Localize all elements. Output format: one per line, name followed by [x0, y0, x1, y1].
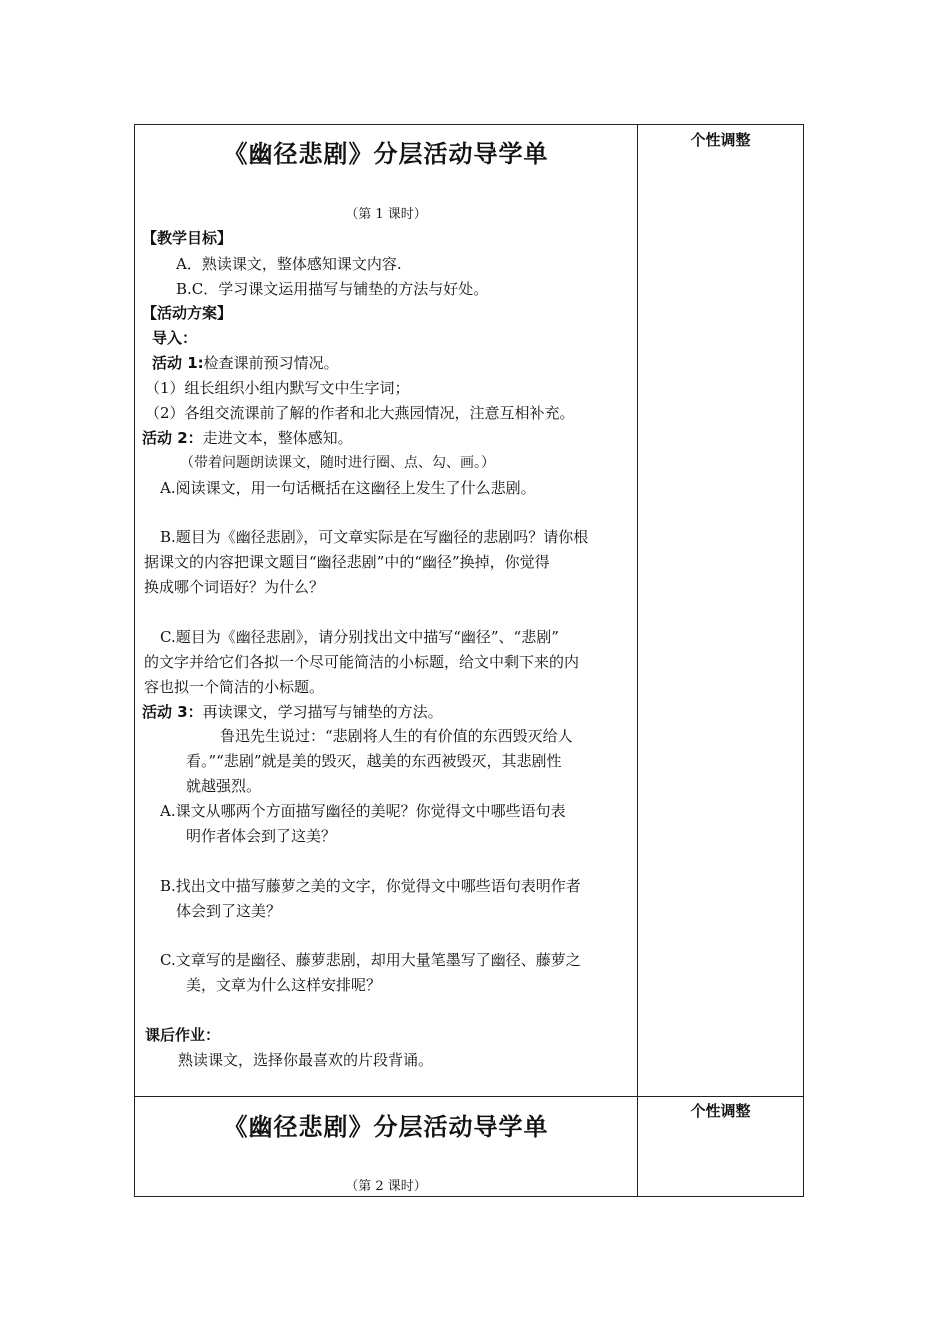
activity2-label: 活动 2：: [142, 429, 203, 447]
a2-question-c-2: 的文字并给它们各拟一个尽可能简洁的小标题，给文中剩下来的内: [144, 653, 580, 671]
quote-3: 就越强烈。: [186, 777, 262, 795]
activity1-line: [152, 353, 339, 373]
step-1: （1）组长组织小组内默写文中生字词；: [145, 379, 410, 397]
goal-bc: B.C．学习课文运用描写与铺垫的方法与好处。: [176, 280, 489, 298]
a2-question-b-2: 据课文的内容把课文题目“幽径悲剧”中的“幽径”换掉，你觉得: [144, 553, 550, 571]
a3-question-b-2: 体会到了这美？: [176, 902, 282, 920]
step-2: （2）各组交流课前了解的作者和北大燕园情况，注意互相补充。: [145, 404, 575, 422]
plan-header: 【活动方案】: [142, 304, 233, 322]
activity2-text: 走进文本，整体感知。: [202, 429, 353, 447]
goal-a: A．熟读课文，整体感知课文内容.: [176, 255, 402, 273]
a2-question-b-1: B.题目为《幽径悲剧》，可文章实际是在写幽径的悲剧吗？请你根: [160, 528, 589, 546]
activity3-label: 活动 3：: [142, 703, 203, 721]
column-divider: [637, 124, 638, 1197]
a3-question-a-2: 明作者体会到了这美？: [186, 827, 337, 845]
a3-question-a-1: A.课文从哪两个方面描写幽径的美呢？你觉得文中哪些语句表: [160, 802, 566, 820]
section1-title: 《幽径悲剧》分层活动导学单: [223, 140, 549, 168]
a2-question-a: A.阅读课文，用一句话概括在这幽径上发生了什么悲剧。: [160, 479, 536, 497]
activity2-line: [142, 428, 353, 448]
homework-text: 熟读课文，选择你最喜欢的片段背诵。: [178, 1051, 434, 1069]
a3-question-b-1: B.找出文中描写藤萝之美的文字，你觉得文中哪些语句表明作者: [160, 877, 581, 895]
activity1-text: 检查课前预习情况。: [203, 354, 339, 372]
activity3-text: 再读课文，学习描写与铺垫的方法。: [202, 703, 443, 721]
section2-side-header: 个性调整: [690, 1102, 751, 1120]
intro-label: 导入：: [152, 329, 198, 347]
activity3-line: [142, 702, 443, 722]
a2-question-c-1: C.题目为《幽径悲剧》，请分别找出文中描写“幽径”、“悲剧”: [160, 628, 559, 646]
quote-1: 鲁迅先生说过：“悲剧将人生的有价值的东西毁灭给人: [220, 727, 573, 745]
a3-question-c-2: 美，文章为什么这样安排呢？: [186, 976, 382, 994]
a2-question-c-3: 容也拟一个简洁的小标题。: [144, 678, 325, 696]
section2-period: （第 2 课时）: [345, 1179, 427, 1194]
row-divider: [134, 1096, 804, 1097]
goals-header: 【教学目标】: [142, 229, 233, 247]
section1-side-header: 个性调整: [690, 131, 751, 149]
quote-2: 看。”“悲剧”就是美的毁灭，越美的东西被毁灭，其悲剧性: [186, 752, 562, 770]
a2-question-b-3: 换成哪个词语好？为什么？: [144, 578, 325, 596]
activity1-label: 活动 1:: [152, 354, 204, 372]
homework-label: 课后作业：: [145, 1026, 221, 1044]
section1-period: （第 1 课时）: [345, 207, 427, 222]
section2-title: 《幽径悲剧》分层活动导学单: [223, 1113, 549, 1141]
activity2-note: （带着问题朗读课文，随时进行圈、点、勾、画。）: [180, 455, 495, 471]
a3-question-c-1: C.文章写的是幽径、藤萝悲剧，却用大量笔墨写了幽径、藤萝之: [160, 951, 581, 969]
